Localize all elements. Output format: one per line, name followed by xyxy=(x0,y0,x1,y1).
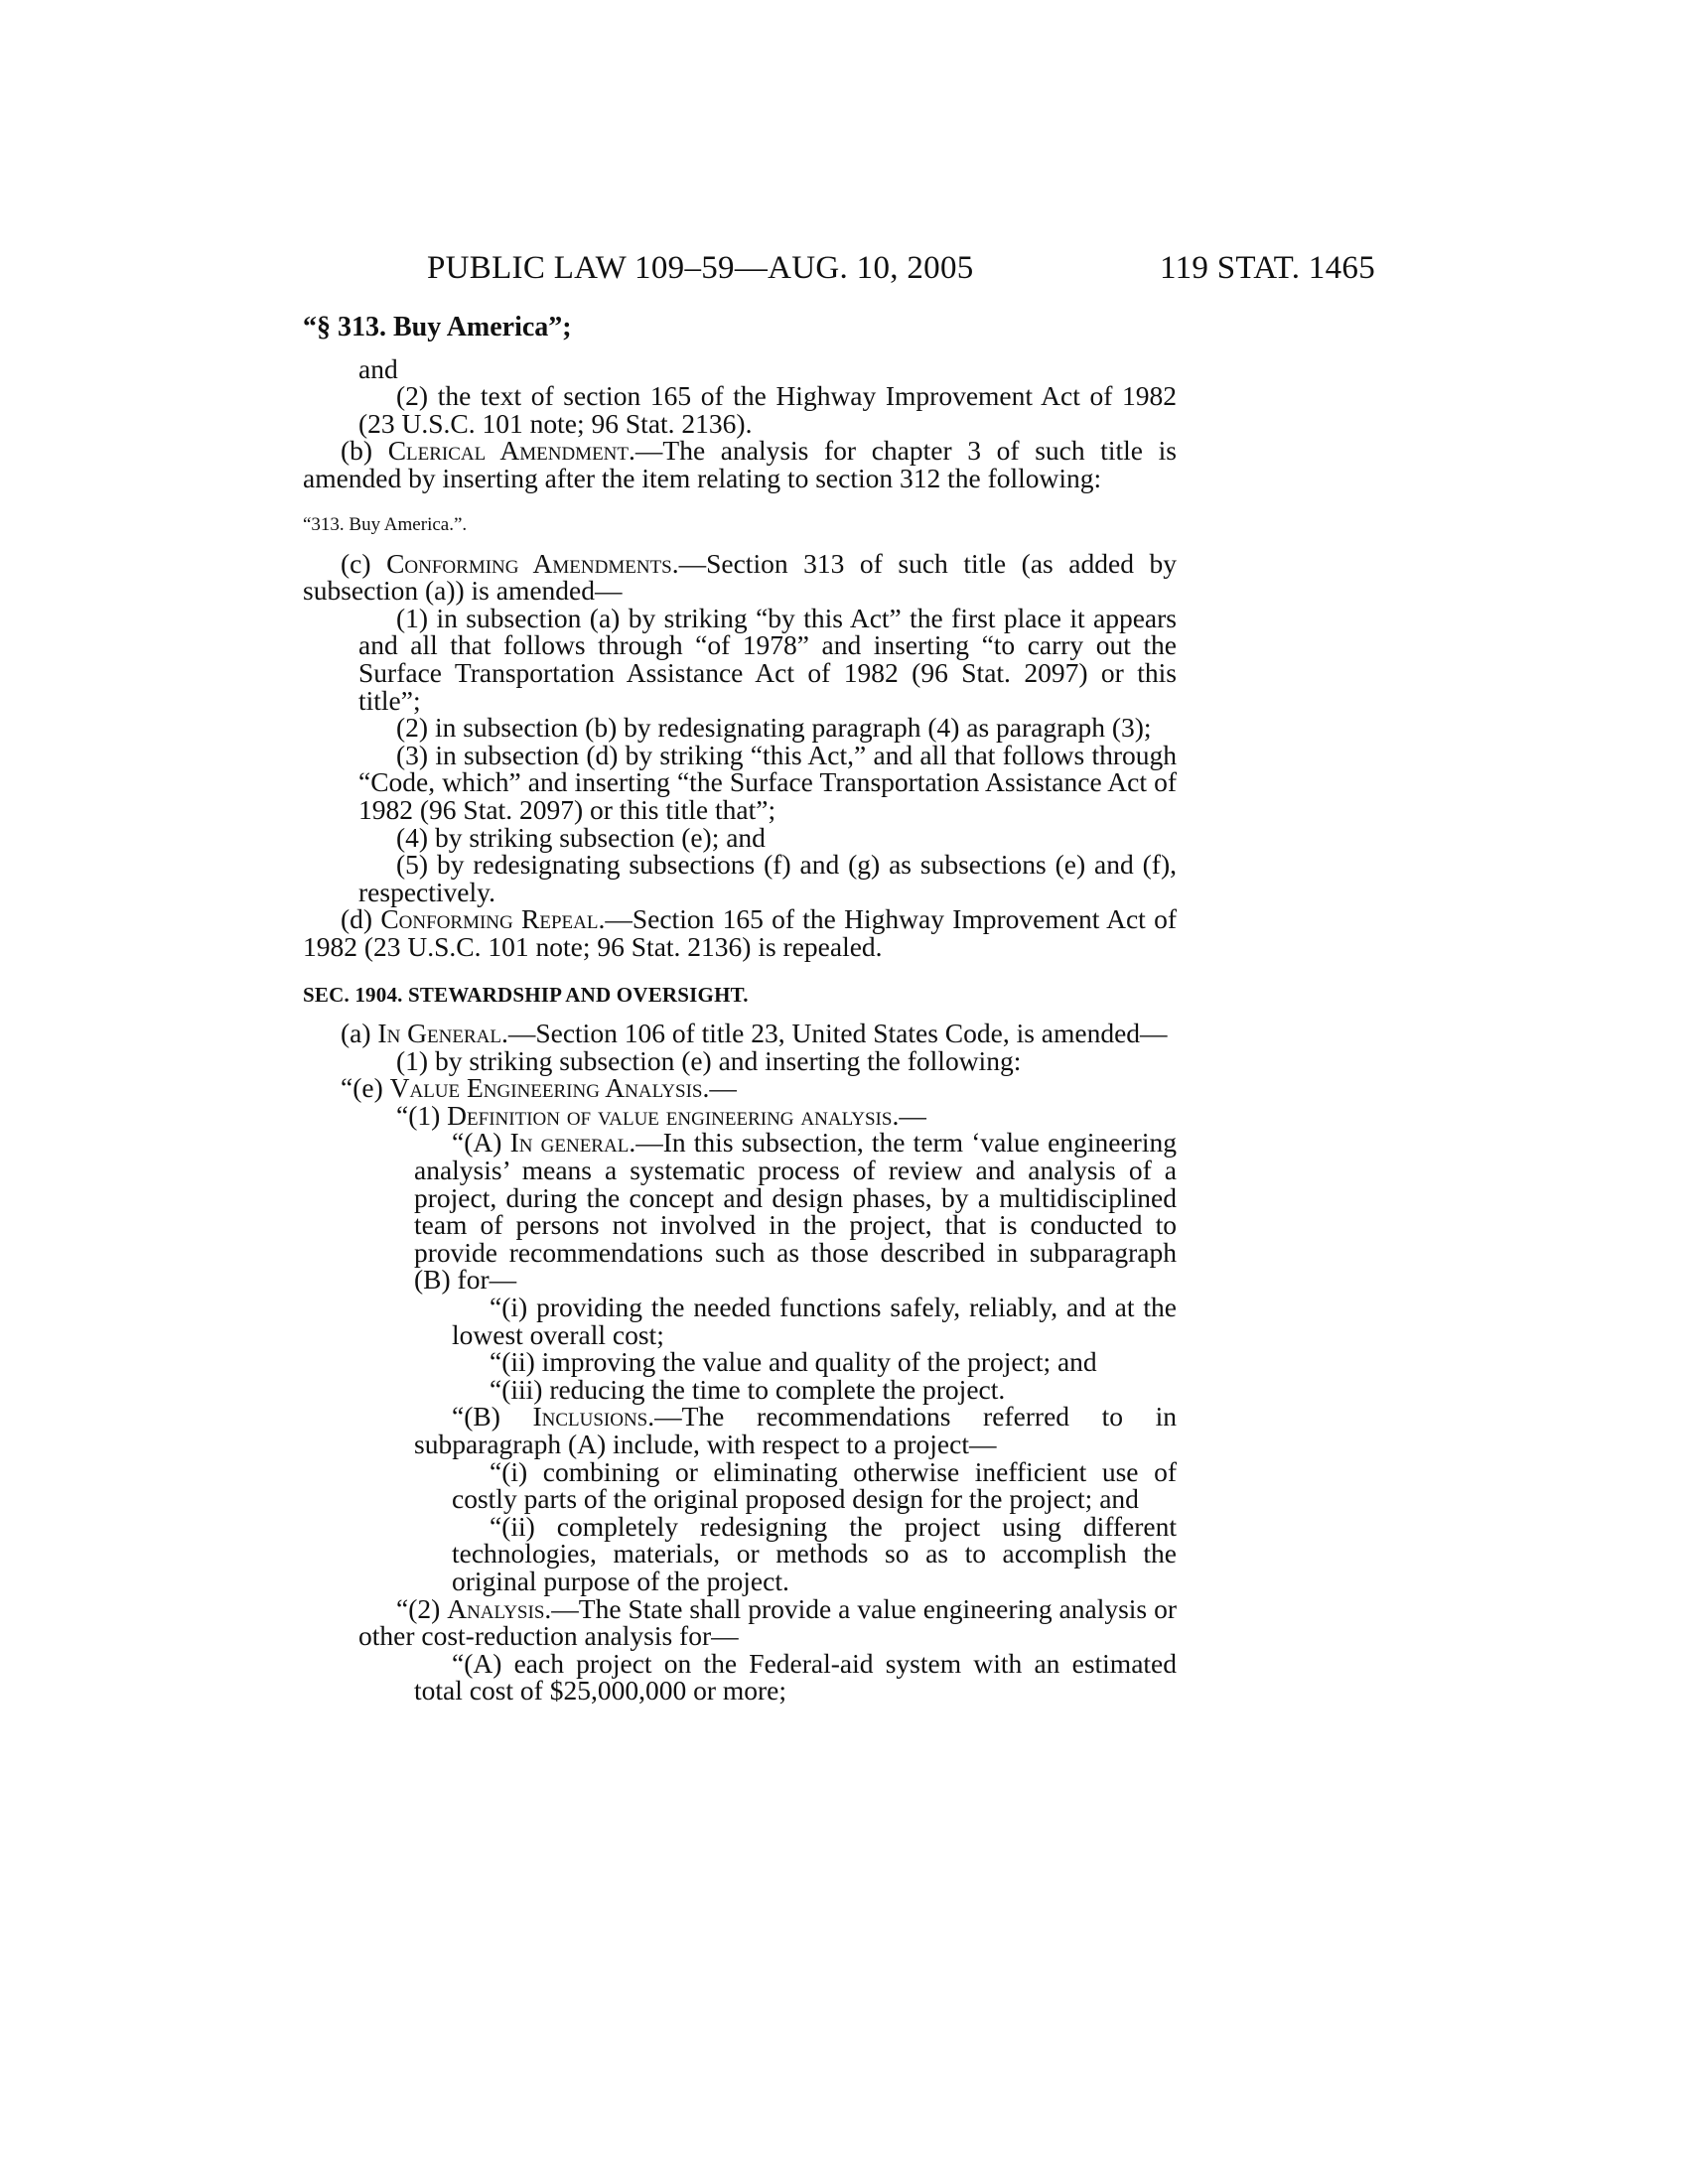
subsection-heading: In general xyxy=(509,1127,630,1159)
table-of-sections-item: “313. Buy America.”. xyxy=(303,513,468,535)
subsection-heading: Clerical Amendment xyxy=(387,435,630,467)
subsection-heading: In General xyxy=(377,1018,501,1049)
paragraph: and xyxy=(358,352,398,384)
paragraph: “(A) In general.—In this subsection, the term ‘value engineering analysis’ means a systematic process of review and analysis of a project, during the concept and design phases, by a multidisciplined team of persons not involved in the project, that is conducted to provide recommendations such as those described in subparagraph (B) for— xyxy=(414,1127,1177,1296)
paragraph: “(ii) completely redesigning the project using different technologies, materials, or methods so as to accomplish the original purpose of the project. xyxy=(452,1510,1177,1596)
subsection-heading: Conforming Amendments xyxy=(386,547,672,579)
subsection-heading: Definition of value engineering analysis xyxy=(447,1099,893,1131)
paragraph: (c) Conforming Amendments.—Section 313 of such title (as added by subsection (a)) is amended— xyxy=(303,547,1177,607)
document-body xyxy=(303,314,1177,1705)
paragraph: “(i) combining or eliminating otherwise inefficient use of costly parts of the original proposed design for the project; and xyxy=(452,1455,1177,1515)
paragraph: (2) in subsection (b) by redesignating paragraph (4) as paragraph (3); xyxy=(396,712,1152,744)
paragraph: (4) by striking subsection (e); and xyxy=(396,821,766,853)
paragraph: “(iii) reducing the time to complete the project. xyxy=(490,1373,1006,1405)
paragraph: “(1) Definition of value engineering analysis.— xyxy=(396,1099,926,1131)
paragraph: “(i) providing the needed functions safely, reliably, and at the lowest overall cost; xyxy=(452,1292,1177,1350)
paragraph: (b) Clerical Amendment.—The analysis for chapter 3 of such title is amended by inserting after the item relating to section 312 the following: xyxy=(303,435,1177,493)
header-public-law: PUBLIC LAW 109–59—AUG. 10, 2005 xyxy=(427,250,974,286)
paragraph: “(2) Analysis.—The State shall provide a value engineering analysis or other cost-reduction analysis for— xyxy=(358,1592,1177,1652)
paragraph: “(A) each project on the Federal-aid system with an estimated total cost of $25,000,000 or more; xyxy=(414,1647,1177,1706)
paragraph: (3) in subsection (d) by striking “this Act,” and all that follows through “Code, which” and inserting “the Surface Transportation Assistance Act of 1982 (96 Stat. 2097) or this title that”; xyxy=(358,739,1177,825)
paragraph: “(e) Value Engineering Analysis.— xyxy=(341,1072,737,1104)
paragraph: (5) by redesignating subsections (f) and (g) as subsections (e) and (f), respectively. xyxy=(358,849,1177,907)
paragraph: (1) by striking subsection (e) and inserting the following: xyxy=(396,1044,1022,1076)
paragraph: (d) Conforming Repeal.—Section 165 of the Highway Improvement Act of 1982 (23 U.S.C. 101 note; 96 Stat. 2136) is repealed. xyxy=(303,903,1177,962)
subsection-heading: Conforming Repeal xyxy=(380,903,599,935)
section-1904-heading: SEC. 1904. STEWARDSHIP AND OVERSIGHT. xyxy=(303,983,749,1008)
paragraph: (1) in subsection (a) by striking “by this Act” the first place it appears and all that follows through “of 1978” and inserting “to carry out the Surface Transportation Assistance Act of 1982 (96 Stat. 2097) or this title”; xyxy=(358,602,1177,716)
paragraph: “(B) Inclusions.—The recommendations referred to in subparagraph (A) include, with respect to a project— xyxy=(414,1401,1177,1459)
subsection-heading: Value Engineering Analysis xyxy=(389,1072,703,1104)
subsection-heading: Analysis xyxy=(447,1592,545,1624)
page-header xyxy=(427,250,1375,290)
paragraph: “(ii) improving the value and quality of the project; and xyxy=(490,1346,1097,1378)
paragraph: (2) the text of section 165 of the Highway Improvement Act of 1982 (23 U.S.C. 101 note; 96 Stat. 2136). xyxy=(358,380,1177,439)
paragraph: (a) In General.—Section 106 of title 23, United States Code, is amended— xyxy=(341,1018,1168,1049)
subsection-heading: Inclusions xyxy=(532,1401,648,1433)
section-313-heading: “§ 313. Buy America”; xyxy=(303,312,572,342)
header-stat-page: 119 STAT. 1465 xyxy=(1160,250,1375,286)
